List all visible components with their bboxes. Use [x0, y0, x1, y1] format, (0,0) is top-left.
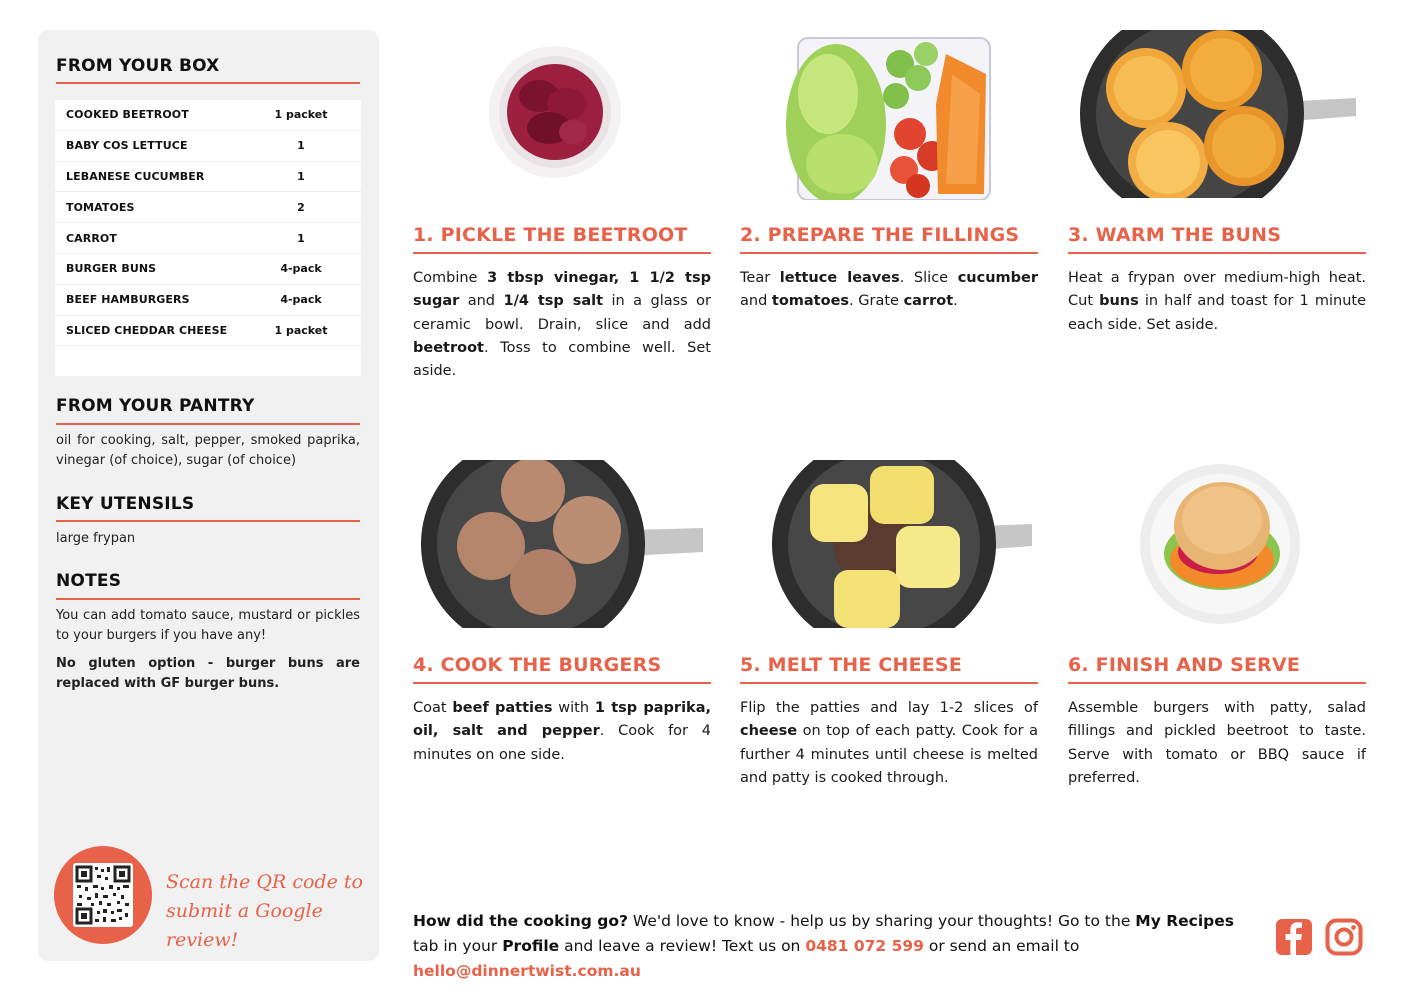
review-footer [413, 909, 1263, 984]
footer-text: tab in your [413, 937, 503, 955]
phone-link[interactable]: 0481 072 599 [805, 937, 924, 955]
ingredient-row [55, 316, 361, 347]
step-body [740, 267, 1038, 314]
instruction-text: Heat a frypan over medium-high heat. Cut [1068, 270, 1366, 310]
my-recipes-link[interactable]: My Recipes [1135, 912, 1234, 930]
salad-fillings-image [786, 34, 994, 200]
ingredient-row [55, 192, 361, 223]
beetroot-bowl-image [487, 44, 623, 180]
email-link[interactable]: hello@dinnertwist.com.au [413, 962, 641, 980]
divider [740, 682, 1038, 684]
ingredient-qty: 1 packet [274, 108, 328, 122]
profile-link[interactable]: Profile [502, 937, 560, 955]
divider [56, 520, 360, 522]
ingredient-highlight: beef patties [452, 700, 553, 716]
instruction-text: . Toss to combine well. Set aside. [413, 339, 711, 380]
ingredient-row [55, 131, 361, 162]
step-2 [740, 30, 1038, 370]
qr-caption [166, 868, 366, 955]
qr-code[interactable] [73, 863, 133, 927]
instruction-text: Combine [413, 270, 488, 286]
ingredient-qty: 1 [297, 169, 305, 183]
qr-badge[interactable] [54, 846, 152, 944]
ingredient-qty: 4-pack [280, 262, 322, 276]
ingredient-name: TOMATOES [66, 200, 135, 214]
step-body [1068, 697, 1366, 790]
step-title: 1. PICKLE THE BEETROOT [413, 224, 688, 246]
footer-text: We'd love to know - help us by sharing your thoughts! Go to the [627, 912, 1136, 930]
ingredient-highlight: beetroot [413, 339, 484, 356]
divider [740, 252, 1038, 254]
ingredient-row [55, 285, 361, 316]
footer-text: or send an email to [923, 937, 1080, 955]
utensils-heading: KEY UTENSILS [56, 494, 195, 514]
step-title: 6. FINISH AND SERVE [1068, 654, 1301, 676]
ingredient-row [55, 162, 361, 193]
instagram-icon[interactable] [1325, 918, 1363, 956]
ingredient-qty: 1 [297, 231, 305, 245]
instruction-text: . Slice [899, 270, 958, 286]
ingredient-name: CARROT [66, 231, 117, 245]
divider [1068, 682, 1366, 684]
ingredient-qty: 1 packet [274, 323, 328, 337]
ingredient-name: LEBANESE CUCUMBER [66, 169, 205, 183]
instruction-text: . [953, 293, 958, 310]
instruction-text: Flip the patties and lay 1-2 slices of [740, 700, 1038, 716]
step-1 [413, 30, 711, 380]
step-body [413, 267, 711, 383]
pantry-text: oil for cooking, salt, pepper, smoked paprika, vinegar (of choice), sugar (of choice) [56, 433, 360, 468]
ingredient-highlight: tomatoes [771, 293, 850, 310]
step-title: 3. WARM THE BUNS [1068, 224, 1282, 246]
instruction-text: Tear [740, 270, 780, 286]
ingredient-highlight: buns [1099, 293, 1139, 310]
step-body [413, 697, 711, 767]
divider [413, 682, 711, 684]
instruction-text: . Grate [849, 293, 904, 310]
instruction-text: on top of each patty. Cook for a further 4 minutes until cheese is melted and patty is cooked through. [740, 723, 1038, 786]
ingredient-highlight: 1/4 tsp salt [503, 293, 604, 310]
ingredient-qty: 1 [297, 139, 305, 153]
instruction-text: with [552, 700, 595, 716]
instruction-text: in half and toast for 1 minute each side. Set aside. [1068, 293, 1366, 333]
divider [1068, 252, 1366, 254]
notes-text: You can add tomato sauce, mustard or pickles to your burgers if you have any! [56, 608, 360, 643]
pantry-heading: FROM YOUR PANTRY [56, 396, 255, 416]
instruction-text: and [740, 293, 772, 310]
step-body [1068, 267, 1366, 337]
plated-burger-image [1138, 462, 1302, 626]
ingredient-highlight: carrot [903, 293, 954, 310]
ingredient-highlight: cheese [740, 723, 798, 740]
divider [56, 423, 360, 425]
box-heading: FROM YOUR BOX [56, 56, 220, 76]
footer-text: and leave a review! Text us on [559, 937, 806, 955]
ingredient-row [55, 223, 361, 254]
ingredient-row [55, 254, 361, 285]
ingredients-table [55, 100, 361, 376]
ingredient-row [55, 100, 361, 131]
step-title: 4. COOK THE BURGERS [413, 654, 662, 676]
ingredient-qty: 2 [297, 200, 305, 214]
step-3 [1068, 30, 1366, 370]
qr-caption-line: Scan the QR code to [166, 871, 363, 893]
instruction-text: and [459, 293, 504, 310]
step-6 [1068, 460, 1366, 800]
ingredient-qty: 4-pack [280, 293, 322, 307]
ingredient-highlight: 1 tsp paprika, oil, salt and pepper [413, 700, 711, 740]
instruction-text: Coat [413, 700, 453, 716]
step-title: 2. PREPARE THE FILLINGS [740, 224, 1020, 246]
footer-question: How did the cooking go? [413, 912, 628, 930]
ingredient-name: BABY COS LETTUCE [66, 139, 188, 153]
ingredient-name: SLICED CHEDDAR CHEESE [66, 323, 228, 337]
ingredient-name: BURGER BUNS [66, 262, 157, 276]
notes-gluten: No gluten option - burger buns are replaced with GF burger buns. [56, 656, 360, 691]
instruction-text: . Cook for 4 minutes on one side. [413, 723, 711, 763]
divider [56, 82, 360, 84]
step-4 [413, 460, 711, 800]
buns-in-pan-image [1080, 30, 1356, 198]
notes-heading: NOTES [56, 571, 122, 591]
sidebar [38, 30, 379, 961]
ingredient-highlight: lettuce leaves [779, 270, 900, 286]
ingredient-highlight: cucumber [957, 270, 1038, 286]
step-5 [740, 460, 1038, 800]
facebook-icon[interactable] [1275, 918, 1313, 956]
divider [56, 598, 360, 600]
patties-in-pan-image [421, 460, 703, 628]
instruction-text: in a glass or ceramic bowl. Drain, slice and add [413, 293, 711, 333]
instruction-text: Assemble burgers with patty, salad fillings and pickled beetroot to taste. Serve with tomato or BBQ sauce if preferred. [1068, 700, 1366, 786]
ingredient-name: BEEF HAMBURGERS [66, 293, 190, 307]
ingredient-highlight: 3 tbsp vinegar, 1 1/2 tsp sugar [413, 270, 711, 310]
cheese-patties-image [772, 460, 1032, 628]
step-title: 5. MELT THE CHEESE [740, 654, 962, 676]
utensils-text: large frypan [56, 531, 136, 546]
ingredient-name: COOKED BEETROOT [66, 108, 189, 122]
qr-caption-line: submit a Google review! [166, 900, 323, 951]
step-body [740, 697, 1038, 790]
divider [413, 252, 711, 254]
